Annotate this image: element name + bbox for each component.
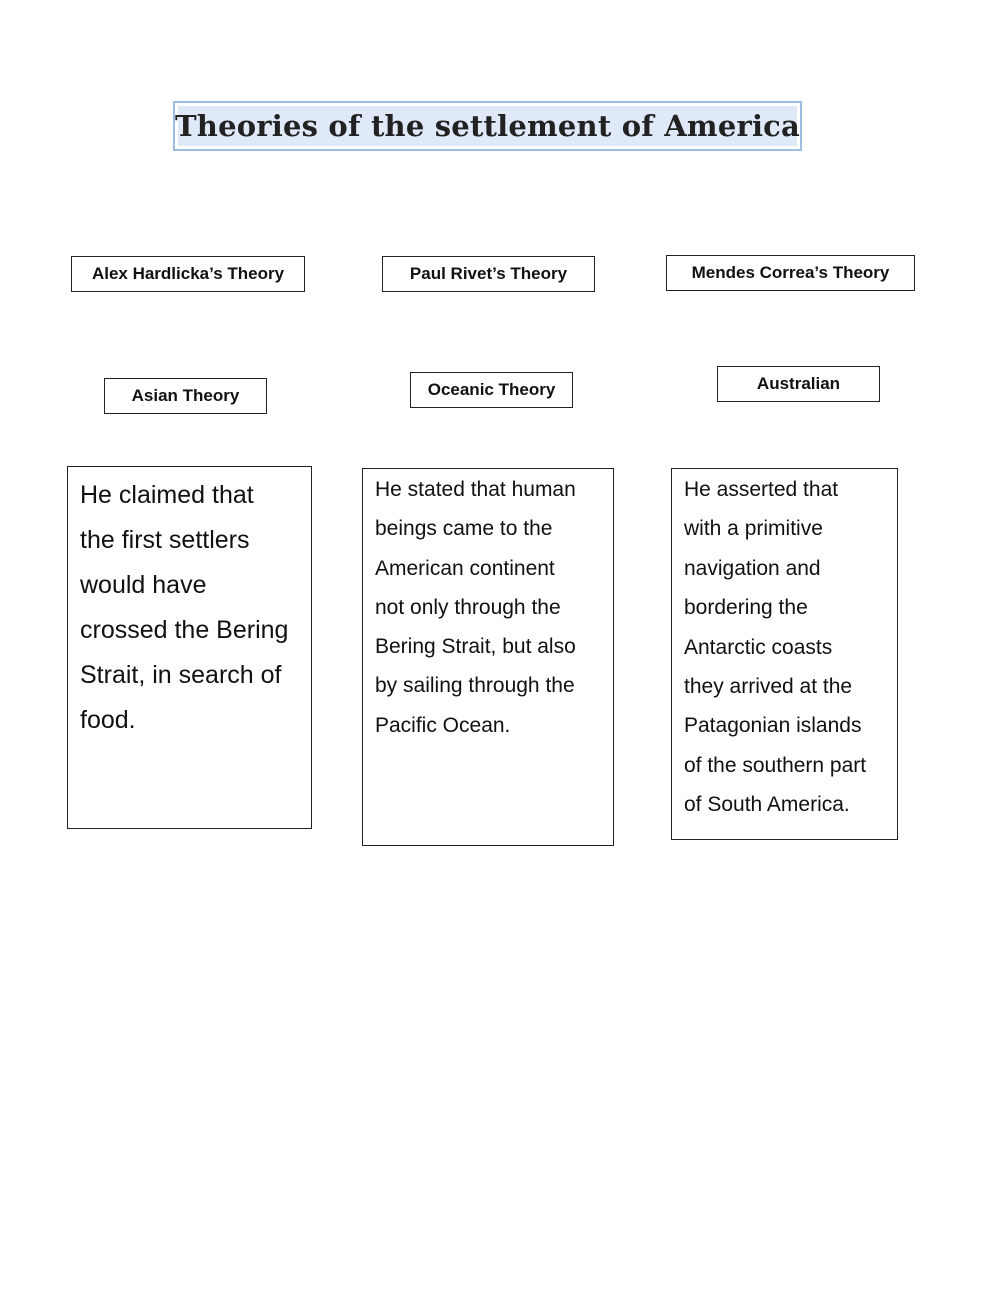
theory-name-rivet: Paul Rivet’s Theory	[382, 256, 595, 292]
theory-type-australian: Australian	[717, 366, 880, 402]
theory-description-box-australian	[671, 468, 898, 840]
title-box	[173, 101, 802, 151]
theory-description-oceanic: He stated that human beings came to the American continent not only through the Bering Strait, but also by sailing through the Pacific Ocean.	[375, 478, 576, 737]
theory-type-asian: Asian Theory	[104, 378, 267, 414]
theory-description-australian: He asserted that with a primitive navigation and bordering the Antarctic coasts they arrived at the Patagonian islands of the southern part of South America.	[684, 478, 867, 817]
page-title: Theories of the settlement of America	[175, 109, 801, 143]
theory-name-hardlicka: Alex Hardlicka’s Theory	[71, 256, 305, 292]
title-banner	[175, 106, 801, 146]
theory-type-oceanic: Oceanic Theory	[410, 372, 573, 408]
theory-description-asian: He claimed that the first settlers would have crossed the Bering Strait, in search of food.	[80, 481, 289, 734]
theory-name-correa: Mendes Correa’s Theory	[666, 255, 915, 291]
theory-description-box-oceanic	[362, 468, 614, 846]
theory-description-box-asian	[67, 466, 312, 829]
